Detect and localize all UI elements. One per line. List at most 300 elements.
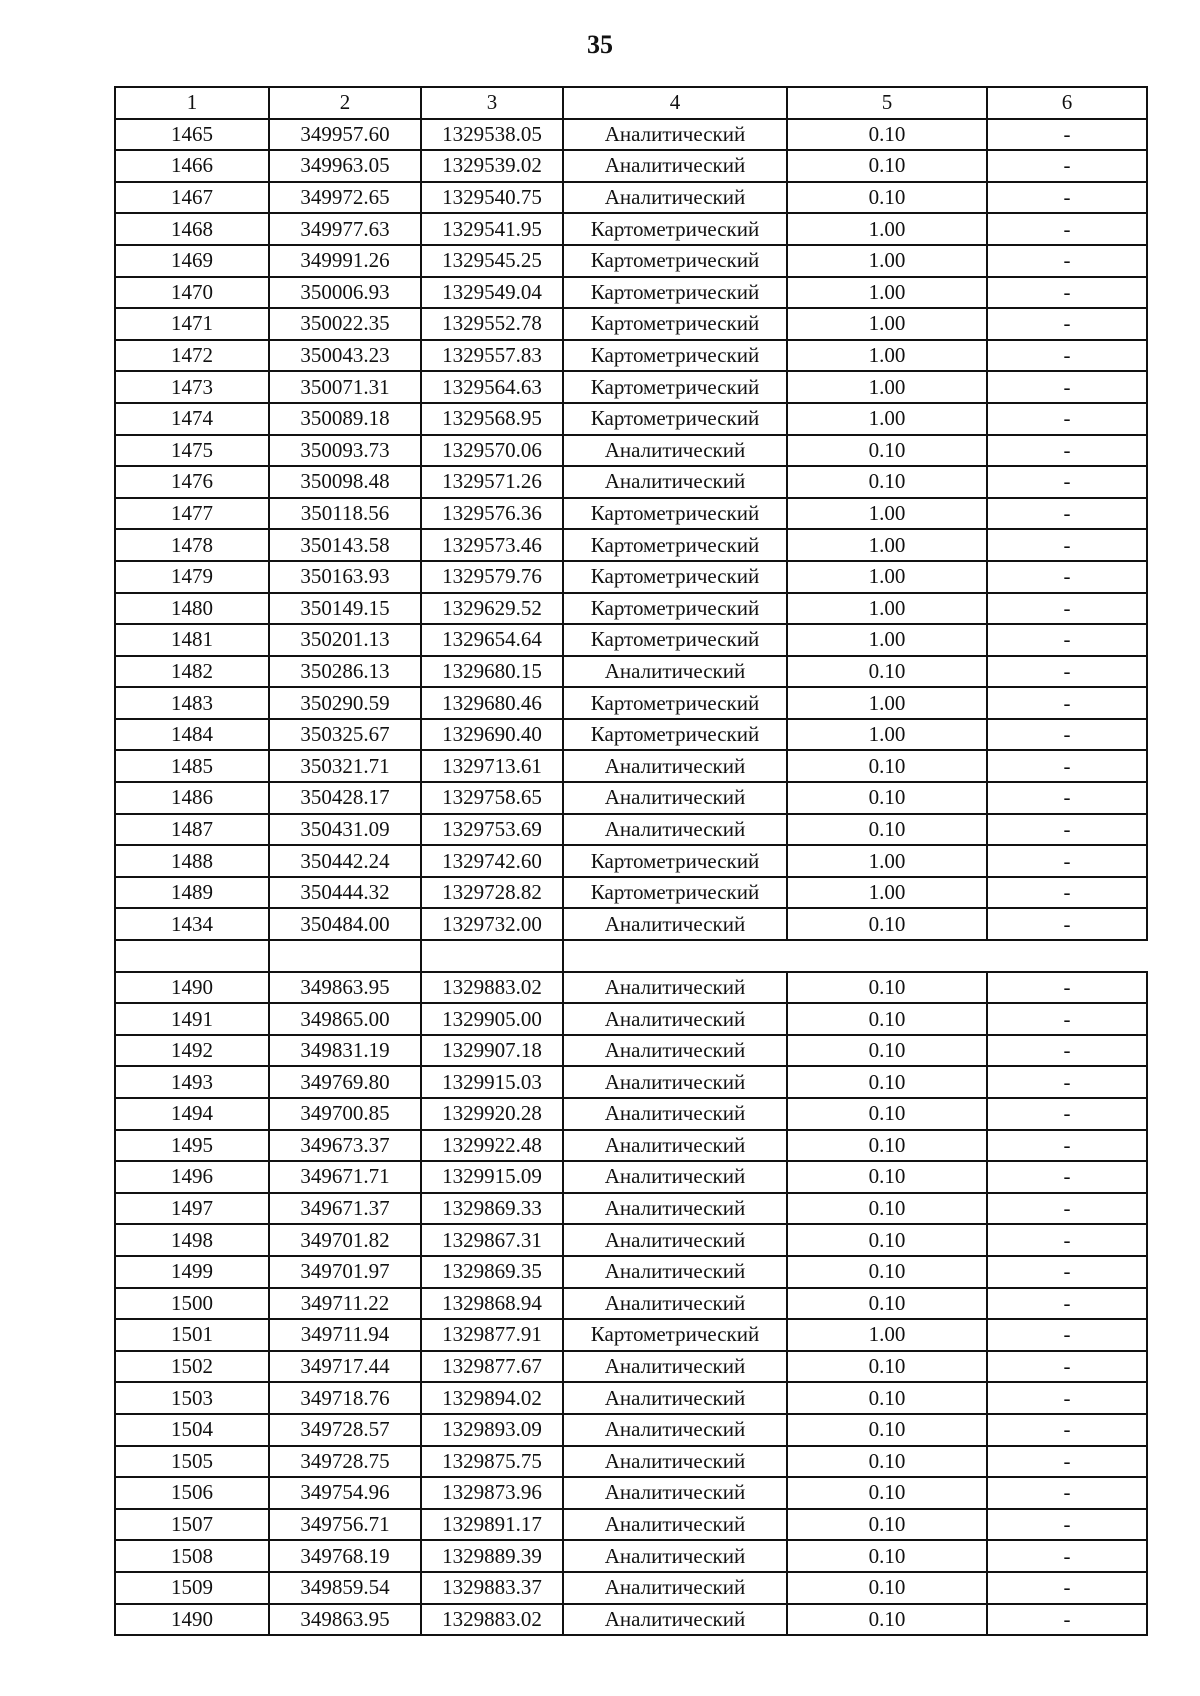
- accuracy-cell: 0.10: [787, 1540, 987, 1572]
- x-coordinate-cell: 350093.73: [269, 435, 421, 467]
- accuracy-cell: 0.10: [787, 1477, 987, 1509]
- note-cell: -: [987, 529, 1147, 561]
- empty-cell: [269, 940, 421, 972]
- x-coordinate-cell: 349863.95: [269, 1604, 421, 1636]
- note-cell: -: [987, 656, 1147, 688]
- method-cell: Аналитический: [563, 1003, 787, 1035]
- y-coordinate-cell: 1329680.46: [421, 687, 563, 719]
- table-row: [115, 814, 1147, 846]
- note-cell: -: [987, 1509, 1147, 1541]
- method-cell: Картометрический: [563, 498, 787, 530]
- y-coordinate-cell: 1329883.02: [421, 972, 563, 1004]
- accuracy-cell: 1.00: [787, 687, 987, 719]
- point-number-cell: 1494: [115, 1098, 269, 1130]
- x-coordinate-cell: 350022.35: [269, 308, 421, 340]
- point-number-cell: 1496: [115, 1161, 269, 1193]
- point-number-cell: 1473: [115, 371, 269, 403]
- point-number-cell: 1495: [115, 1130, 269, 1162]
- method-cell: Аналитический: [563, 1540, 787, 1572]
- table-row: [115, 435, 1147, 467]
- method-cell: Аналитический: [563, 1193, 787, 1225]
- table-row: [115, 1098, 1147, 1130]
- accuracy-cell: 0.10: [787, 1446, 987, 1478]
- method-cell: Картометрический: [563, 593, 787, 625]
- x-coordinate-cell: 349768.19: [269, 1540, 421, 1572]
- accuracy-cell: 1.00: [787, 719, 987, 751]
- table-row: [115, 687, 1147, 719]
- accuracy-cell: 0.10: [787, 1256, 987, 1288]
- point-number-cell: 1484: [115, 719, 269, 751]
- y-coordinate-cell: 1329654.64: [421, 624, 563, 656]
- note-cell: -: [987, 1003, 1147, 1035]
- method-cell: Аналитический: [563, 1351, 787, 1383]
- y-coordinate-cell: 1329875.75: [421, 1446, 563, 1478]
- note-cell: -: [987, 908, 1147, 940]
- x-coordinate-cell: 349859.54: [269, 1572, 421, 1604]
- method-cell: Картометрический: [563, 213, 787, 245]
- note-cell: -: [987, 972, 1147, 1004]
- point-number-cell: 1479: [115, 561, 269, 593]
- y-coordinate-cell: 1329868.94: [421, 1288, 563, 1320]
- accuracy-cell: 1.00: [787, 213, 987, 245]
- note-cell: -: [987, 119, 1147, 151]
- accuracy-cell: 0.10: [787, 1351, 987, 1383]
- point-number-cell: 1468: [115, 213, 269, 245]
- table-row: [115, 1224, 1147, 1256]
- method-cell: Аналитический: [563, 1382, 787, 1414]
- accuracy-cell: 0.10: [787, 150, 987, 182]
- method-cell: Картометрический: [563, 877, 787, 909]
- y-coordinate-cell: 1329540.75: [421, 182, 563, 214]
- table-row: [115, 1288, 1147, 1320]
- method-cell: Картометрический: [563, 245, 787, 277]
- note-cell: -: [987, 561, 1147, 593]
- table-row: [115, 1540, 1147, 1572]
- y-coordinate-cell: 1329541.95: [421, 213, 563, 245]
- y-coordinate-cell: 1329576.36: [421, 498, 563, 530]
- point-number-cell: 1485: [115, 750, 269, 782]
- y-coordinate-cell: 1329713.61: [421, 750, 563, 782]
- y-coordinate-cell: 1329690.40: [421, 719, 563, 751]
- table-row: [115, 245, 1147, 277]
- note-cell: -: [987, 1256, 1147, 1288]
- table-row: [115, 498, 1147, 530]
- accuracy-cell: 1.00: [787, 498, 987, 530]
- accuracy-cell: 0.10: [787, 1224, 987, 1256]
- note-cell: -: [987, 814, 1147, 846]
- section-separator-row: [115, 940, 1147, 972]
- y-coordinate-cell: 1329571.26: [421, 466, 563, 498]
- table-row: [115, 877, 1147, 909]
- accuracy-cell: 0.10: [787, 782, 987, 814]
- note-cell: -: [987, 1161, 1147, 1193]
- note-cell: -: [987, 1193, 1147, 1225]
- method-cell: Аналитический: [563, 1130, 787, 1162]
- note-cell: -: [987, 498, 1147, 530]
- point-number-cell: 1486: [115, 782, 269, 814]
- point-number-cell: 1465: [115, 119, 269, 151]
- x-coordinate-cell: 349991.26: [269, 245, 421, 277]
- x-coordinate-cell: 350201.13: [269, 624, 421, 656]
- table-row: [115, 908, 1147, 940]
- accuracy-cell: 1.00: [787, 845, 987, 877]
- accuracy-cell: 0.10: [787, 1035, 987, 1067]
- accuracy-cell: 1.00: [787, 877, 987, 909]
- method-cell: Аналитический: [563, 750, 787, 782]
- note-cell: -: [987, 182, 1147, 214]
- point-number-cell: 1469: [115, 245, 269, 277]
- point-number-cell: 1476: [115, 466, 269, 498]
- accuracy-cell: 1.00: [787, 371, 987, 403]
- table-row: [115, 1035, 1147, 1067]
- x-coordinate-cell: 349711.94: [269, 1319, 421, 1351]
- x-coordinate-cell: 350286.13: [269, 656, 421, 688]
- y-coordinate-cell: 1329564.63: [421, 371, 563, 403]
- column-number-header: 6: [987, 87, 1147, 119]
- accuracy-cell: 0.10: [787, 182, 987, 214]
- y-coordinate-cell: 1329742.60: [421, 845, 563, 877]
- point-number-cell: 1471: [115, 308, 269, 340]
- note-cell: -: [987, 624, 1147, 656]
- column-number-header: 4: [563, 87, 787, 119]
- x-coordinate-cell: 349831.19: [269, 1035, 421, 1067]
- method-cell: Аналитический: [563, 182, 787, 214]
- note-cell: -: [987, 1604, 1147, 1636]
- y-coordinate-cell: 1329883.02: [421, 1604, 563, 1636]
- x-coordinate-cell: 350290.59: [269, 687, 421, 719]
- y-coordinate-cell: 1329538.05: [421, 119, 563, 151]
- note-cell: -: [987, 687, 1147, 719]
- y-coordinate-cell: 1329915.03: [421, 1066, 563, 1098]
- empty-cell: [115, 940, 269, 972]
- y-coordinate-cell: 1329545.25: [421, 245, 563, 277]
- x-coordinate-cell: 350428.17: [269, 782, 421, 814]
- point-number-cell: 1505: [115, 1446, 269, 1478]
- note-cell: -: [987, 213, 1147, 245]
- y-coordinate-cell: 1329568.95: [421, 403, 563, 435]
- x-coordinate-cell: 349863.95: [269, 972, 421, 1004]
- note-cell: -: [987, 435, 1147, 467]
- accuracy-cell: 0.10: [787, 466, 987, 498]
- table-row: [115, 719, 1147, 751]
- accuracy-cell: 1.00: [787, 277, 987, 309]
- table-row: [115, 277, 1147, 309]
- method-cell: Картометрический: [563, 340, 787, 372]
- x-coordinate-cell: 350089.18: [269, 403, 421, 435]
- y-coordinate-cell: 1329867.31: [421, 1224, 563, 1256]
- page-number: 35: [587, 30, 613, 59]
- table-row: [115, 561, 1147, 593]
- y-coordinate-cell: 1329889.39: [421, 1540, 563, 1572]
- note-cell: -: [987, 1351, 1147, 1383]
- table-row: [115, 308, 1147, 340]
- note-cell: -: [987, 1130, 1147, 1162]
- y-coordinate-cell: 1329570.06: [421, 435, 563, 467]
- x-coordinate-cell: 349769.80: [269, 1066, 421, 1098]
- y-coordinate-cell: 1329869.35: [421, 1256, 563, 1288]
- method-cell: Аналитический: [563, 656, 787, 688]
- x-coordinate-cell: 349711.22: [269, 1288, 421, 1320]
- accuracy-cell: 1.00: [787, 403, 987, 435]
- column-number-header: 3: [421, 87, 563, 119]
- method-cell: Аналитический: [563, 119, 787, 151]
- method-cell: Картометрический: [563, 719, 787, 751]
- note-cell: -: [987, 750, 1147, 782]
- method-cell: Аналитический: [563, 1509, 787, 1541]
- table-row: [115, 466, 1147, 498]
- point-number-cell: 1503: [115, 1382, 269, 1414]
- y-coordinate-cell: 1329728.82: [421, 877, 563, 909]
- x-coordinate-cell: 349728.57: [269, 1414, 421, 1446]
- method-cell: Картометрический: [563, 403, 787, 435]
- note-cell: -: [987, 466, 1147, 498]
- note-cell: -: [987, 371, 1147, 403]
- y-coordinate-cell: 1329877.67: [421, 1351, 563, 1383]
- column-number-header: 5: [787, 87, 987, 119]
- method-cell: Аналитический: [563, 1035, 787, 1067]
- table-row: [115, 624, 1147, 656]
- accuracy-cell: 0.10: [787, 1161, 987, 1193]
- table-row: [115, 1003, 1147, 1035]
- point-number-cell: 1509: [115, 1572, 269, 1604]
- method-cell: Картометрический: [563, 308, 787, 340]
- point-number-cell: 1472: [115, 340, 269, 372]
- accuracy-cell: 1.00: [787, 561, 987, 593]
- method-cell: Картометрический: [563, 845, 787, 877]
- table-row: [115, 371, 1147, 403]
- point-number-cell: 1491: [115, 1003, 269, 1035]
- point-number-cell: 1493: [115, 1066, 269, 1098]
- table-row: [115, 656, 1147, 688]
- point-number-cell: 1499: [115, 1256, 269, 1288]
- y-coordinate-cell: 1329579.76: [421, 561, 563, 593]
- method-cell: Аналитический: [563, 1066, 787, 1098]
- method-cell: Аналитический: [563, 1446, 787, 1478]
- point-number-cell: 1497: [115, 1193, 269, 1225]
- y-coordinate-cell: 1329557.83: [421, 340, 563, 372]
- y-coordinate-cell: 1329894.02: [421, 1382, 563, 1414]
- point-number-cell: 1508: [115, 1540, 269, 1572]
- table-row: [115, 1319, 1147, 1351]
- method-cell: Аналитический: [563, 972, 787, 1004]
- accuracy-cell: 0.10: [787, 750, 987, 782]
- y-coordinate-cell: 1329758.65: [421, 782, 563, 814]
- y-coordinate-cell: 1329552.78: [421, 308, 563, 340]
- note-cell: -: [987, 782, 1147, 814]
- note-cell: -: [987, 719, 1147, 751]
- point-number-cell: 1480: [115, 593, 269, 625]
- x-coordinate-cell: 349671.71: [269, 1161, 421, 1193]
- y-coordinate-cell: 1329920.28: [421, 1098, 563, 1130]
- table-row: [115, 213, 1147, 245]
- x-coordinate-cell: 349865.00: [269, 1003, 421, 1035]
- accuracy-cell: 0.10: [787, 908, 987, 940]
- note-cell: -: [987, 403, 1147, 435]
- x-coordinate-cell: 350325.67: [269, 719, 421, 751]
- column-number-header: 1: [115, 87, 269, 119]
- point-number-cell: 1481: [115, 624, 269, 656]
- y-coordinate-cell: 1329629.52: [421, 593, 563, 625]
- y-coordinate-cell: 1329907.18: [421, 1035, 563, 1067]
- x-coordinate-cell: 349701.97: [269, 1256, 421, 1288]
- empty-cell: [421, 940, 563, 972]
- point-number-cell: 1500: [115, 1288, 269, 1320]
- method-cell: Картометрический: [563, 371, 787, 403]
- table-row: [115, 1446, 1147, 1478]
- accuracy-cell: 0.10: [787, 1509, 987, 1541]
- note-cell: -: [987, 1035, 1147, 1067]
- method-cell: Картометрический: [563, 687, 787, 719]
- y-coordinate-cell: 1329539.02: [421, 150, 563, 182]
- table-row: [115, 845, 1147, 877]
- note-cell: -: [987, 1224, 1147, 1256]
- accuracy-cell: 1.00: [787, 308, 987, 340]
- note-cell: -: [987, 1382, 1147, 1414]
- table-row: [115, 972, 1147, 1004]
- method-cell: Аналитический: [563, 435, 787, 467]
- table-row: [115, 1604, 1147, 1636]
- point-number-cell: 1477: [115, 498, 269, 530]
- table-row: [115, 1414, 1147, 1446]
- point-number-cell: 1474: [115, 403, 269, 435]
- accuracy-cell: 1.00: [787, 624, 987, 656]
- note-cell: -: [987, 1572, 1147, 1604]
- note-cell: -: [987, 277, 1147, 309]
- note-cell: -: [987, 1066, 1147, 1098]
- method-cell: Аналитический: [563, 1414, 787, 1446]
- method-cell: Аналитический: [563, 466, 787, 498]
- y-coordinate-cell: 1329883.37: [421, 1572, 563, 1604]
- accuracy-cell: 0.10: [787, 1193, 987, 1225]
- y-coordinate-cell: 1329873.96: [421, 1477, 563, 1509]
- accuracy-cell: 1.00: [787, 340, 987, 372]
- point-number-cell: 1490: [115, 1604, 269, 1636]
- method-cell: Аналитический: [563, 1288, 787, 1320]
- point-number-cell: 1489: [115, 877, 269, 909]
- y-coordinate-cell: 1329893.09: [421, 1414, 563, 1446]
- x-coordinate-cell: 349717.44: [269, 1351, 421, 1383]
- x-coordinate-cell: 349718.76: [269, 1382, 421, 1414]
- point-number-cell: 1490: [115, 972, 269, 1004]
- point-number-cell: 1487: [115, 814, 269, 846]
- point-number-cell: 1488: [115, 845, 269, 877]
- accuracy-cell: 0.10: [787, 1572, 987, 1604]
- x-coordinate-cell: 350484.00: [269, 908, 421, 940]
- accuracy-cell: 1.00: [787, 529, 987, 561]
- x-coordinate-cell: 350163.93: [269, 561, 421, 593]
- accuracy-cell: 0.10: [787, 1604, 987, 1636]
- x-coordinate-cell: 350149.15: [269, 593, 421, 625]
- table-row: [115, 340, 1147, 372]
- x-coordinate-cell: 350118.56: [269, 498, 421, 530]
- x-coordinate-cell: 349756.71: [269, 1509, 421, 1541]
- method-cell: Картометрический: [563, 561, 787, 593]
- table-row: [115, 1572, 1147, 1604]
- point-number-cell: 1483: [115, 687, 269, 719]
- accuracy-cell: 0.10: [787, 1066, 987, 1098]
- x-coordinate-cell: 349728.75: [269, 1446, 421, 1478]
- note-cell: -: [987, 1288, 1147, 1320]
- table-row: [115, 403, 1147, 435]
- method-cell: Аналитический: [563, 1256, 787, 1288]
- note-cell: -: [987, 308, 1147, 340]
- table-row: [115, 593, 1147, 625]
- coordinates-table: [114, 86, 1148, 1636]
- y-coordinate-cell: 1329732.00: [421, 908, 563, 940]
- note-cell: -: [987, 1098, 1147, 1130]
- table-row: [115, 1351, 1147, 1383]
- y-coordinate-cell: 1329877.91: [421, 1319, 563, 1351]
- accuracy-cell: 1.00: [787, 1319, 987, 1351]
- y-coordinate-cell: 1329869.33: [421, 1193, 563, 1225]
- method-cell: Аналитический: [563, 782, 787, 814]
- x-coordinate-cell: 350006.93: [269, 277, 421, 309]
- table-row: [115, 150, 1147, 182]
- table-row: [115, 1066, 1147, 1098]
- coordinates-table-body: [115, 87, 1147, 1635]
- point-number-cell: 1506: [115, 1477, 269, 1509]
- note-cell: -: [987, 1540, 1147, 1572]
- x-coordinate-cell: 350143.58: [269, 529, 421, 561]
- point-number-cell: 1434: [115, 908, 269, 940]
- y-coordinate-cell: 1329573.46: [421, 529, 563, 561]
- method-cell: Аналитический: [563, 1098, 787, 1130]
- x-coordinate-cell: 349963.05: [269, 150, 421, 182]
- y-coordinate-cell: 1329549.04: [421, 277, 563, 309]
- y-coordinate-cell: 1329680.15: [421, 656, 563, 688]
- table-row: [115, 1509, 1147, 1541]
- x-coordinate-cell: 350071.31: [269, 371, 421, 403]
- point-number-cell: 1502: [115, 1351, 269, 1383]
- accuracy-cell: 0.10: [787, 119, 987, 151]
- table-row: [115, 1130, 1147, 1162]
- x-coordinate-cell: 349700.85: [269, 1098, 421, 1130]
- accuracy-cell: 0.10: [787, 1414, 987, 1446]
- x-coordinate-cell: 350444.32: [269, 877, 421, 909]
- point-number-cell: 1504: [115, 1414, 269, 1446]
- point-number-cell: 1492: [115, 1035, 269, 1067]
- method-cell: Аналитический: [563, 1604, 787, 1636]
- x-coordinate-cell: 349701.82: [269, 1224, 421, 1256]
- column-number-header: 2: [269, 87, 421, 119]
- y-coordinate-cell: 1329891.17: [421, 1509, 563, 1541]
- table-row: [115, 750, 1147, 782]
- accuracy-cell: 0.10: [787, 1130, 987, 1162]
- point-number-cell: 1482: [115, 656, 269, 688]
- x-coordinate-cell: 349977.63: [269, 213, 421, 245]
- method-cell: Аналитический: [563, 814, 787, 846]
- point-number-cell: 1478: [115, 529, 269, 561]
- method-cell: Аналитический: [563, 1572, 787, 1604]
- note-cell: -: [987, 593, 1147, 625]
- point-number-cell: 1498: [115, 1224, 269, 1256]
- accuracy-cell: 0.10: [787, 1288, 987, 1320]
- x-coordinate-cell: 349754.96: [269, 1477, 421, 1509]
- note-cell: -: [987, 150, 1147, 182]
- x-coordinate-cell: 350442.24: [269, 845, 421, 877]
- table-row: [115, 1193, 1147, 1225]
- table-row: [115, 1256, 1147, 1288]
- method-cell: Картометрический: [563, 624, 787, 656]
- point-number-cell: 1467: [115, 182, 269, 214]
- point-number-cell: 1507: [115, 1509, 269, 1541]
- table-row: [115, 182, 1147, 214]
- accuracy-cell: 1.00: [787, 245, 987, 277]
- point-number-cell: 1475: [115, 435, 269, 467]
- table-row: [115, 782, 1147, 814]
- x-coordinate-cell: 349673.37: [269, 1130, 421, 1162]
- empty-cell: [987, 940, 1147, 972]
